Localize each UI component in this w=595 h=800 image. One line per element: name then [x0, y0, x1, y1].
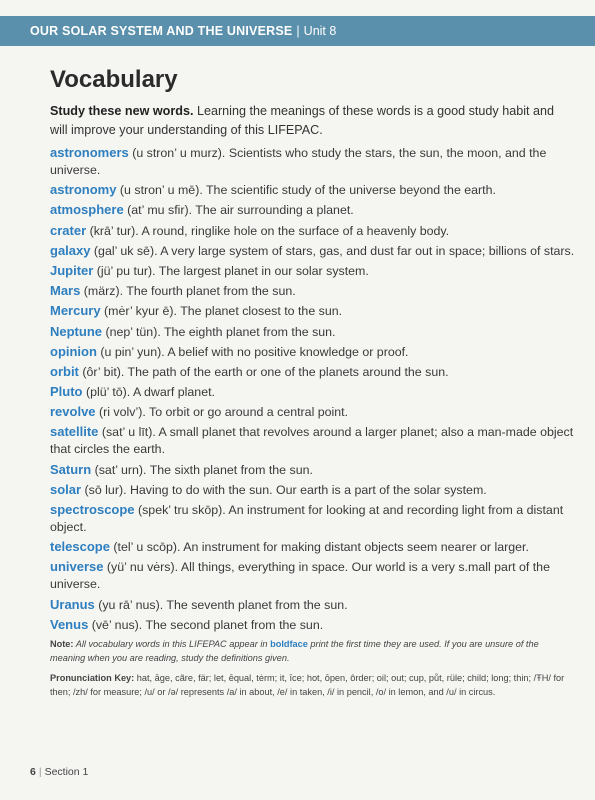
- vocab-entry: [50, 343, 575, 361]
- vocab-entry: [50, 363, 575, 381]
- unit-header-bar: [0, 16, 595, 46]
- vocab-term: Uranus: [50, 596, 95, 612]
- vocab-term: Venus: [50, 616, 89, 632]
- vocab-definition: (sō lur). Having to do with the sun. Our earth is a part of the solar system.: [81, 482, 487, 497]
- vocab-term: Mars: [50, 283, 81, 299]
- vocab-term: spectroscope: [50, 502, 135, 517]
- vocabulary-list: [50, 144, 575, 636]
- vocab-term: telescope: [50, 539, 110, 555]
- note-label: Note:: [50, 639, 74, 649]
- vocab-definition: (sat’ u līt). A small planet that revolves around a larger planet; also a man-made object that circles the earth.: [50, 425, 574, 457]
- header-title: OUR SOLAR SYSTEM AND THE UNIVERSE: [30, 24, 293, 38]
- vocab-entry: [50, 262, 575, 280]
- vocab-entry: [50, 423, 575, 458]
- vocab-term: Neptune: [50, 323, 102, 339]
- vocab-entry: [50, 222, 575, 240]
- vocab-term: opinion: [50, 343, 97, 359]
- vocab-definition: (tel’ u scōp). An instrument for making distant objects seem nearer or larger.: [109, 540, 529, 555]
- vocab-term: crater: [50, 222, 87, 238]
- intro-paragraph: [50, 102, 570, 140]
- intro-lead: Study these new words.: [50, 104, 194, 118]
- vocab-entry: [50, 596, 575, 614]
- note-boldface-word: boldface: [270, 639, 308, 649]
- vocab-term: astronomy: [50, 182, 117, 198]
- vocab-term: revolve: [50, 404, 96, 420]
- vocab-term: satellite: [50, 424, 99, 440]
- page-footer: [30, 766, 88, 778]
- vocab-definition: (u pin’ yun). A belief with no positive knowledge or proof.: [96, 344, 409, 359]
- vocab-definition: (jü’ pu tur). The largest planet in our solar system.: [93, 263, 369, 278]
- vocab-definition: (mėr’ kyur ē). The planet closest to the sun.: [100, 304, 343, 319]
- note-text-before: All vocabulary words in this LIFEPAC appear in: [73, 639, 271, 649]
- vocab-entry: [50, 616, 575, 634]
- vocab-definition: (krā’ tur). A round, ringlike hole on the surface of a heavenly body.: [86, 223, 450, 238]
- vocab-definition: (sat’ urn). The sixth planet from the sun.: [91, 462, 313, 477]
- vocab-definition: (yu rā’ nus). The seventh planet from the sun.: [94, 597, 348, 612]
- header-separator: |: [296, 24, 300, 38]
- vocab-entry: [50, 403, 575, 421]
- footer-section: Section 1: [44, 766, 89, 778]
- vocab-definition: (u stron’ u murz). Scientists who study the stars, the sun, the moon, and the universe.: [50, 146, 547, 177]
- note-paragraph: [50, 637, 570, 665]
- vocab-definition: (ôr’ bit). The path of the earth or one of the planets around the sun.: [78, 364, 449, 379]
- vocab-entry: [50, 558, 575, 593]
- intro-text: Learning the meanings of these words is a good study habit and will improve your understanding of this LIFEPAC.: [50, 104, 555, 137]
- header-unit: Unit 8: [303, 24, 337, 38]
- vocab-term: Saturn: [50, 461, 92, 477]
- vocab-term: Pluto: [50, 384, 83, 400]
- vocab-term: Jupiter: [50, 262, 94, 278]
- vocab-entry: [50, 383, 575, 401]
- vocab-definition: (u stron’ u mē). The scientific study of the universe beyond the earth.: [116, 183, 496, 198]
- vocab-definition: (nep’ tün). The eighth planet from the sun.: [102, 324, 336, 339]
- vocab-entry: [50, 144, 575, 179]
- footer-separator: |: [38, 766, 42, 778]
- vocab-term: orbit: [50, 363, 79, 379]
- vocab-definition: (märz). The fourth planet from the sun.: [80, 284, 296, 299]
- vocab-definition: (gal’ uk sē). A very large system of stars, gas, and dust far out in space; billions of stars.: [90, 243, 575, 258]
- note-text-after: print the first time they are used. If you are unsure of the meaning when you are reading, study the definitions given.: [50, 639, 539, 663]
- pronunciation-key: [50, 671, 570, 699]
- vocab-definition: (vē’ nus). The second planet from the sun.: [88, 617, 324, 632]
- vocab-term: universe: [50, 559, 104, 575]
- pronunciation-label: Pronunciation Key:: [50, 673, 135, 683]
- vocab-entry: [50, 282, 575, 300]
- vocab-term: solar: [50, 481, 82, 497]
- vocab-entry: [50, 538, 575, 556]
- vocab-definition: (yü’ nu vėrs). All things, everything in space. Our world is a very s.mall part of the universe.: [50, 560, 550, 592]
- vocab-entry: [50, 302, 575, 320]
- vocab-term: galaxy: [50, 242, 91, 258]
- vocab-term: Mercury: [50, 303, 101, 319]
- vocab-entry: [50, 181, 575, 199]
- page-number: 6: [30, 766, 36, 778]
- vocab-entry: [50, 461, 575, 479]
- vocab-entry: [50, 201, 575, 219]
- vocab-definition: (spek’ tru skōp). An instrument for looking at and recording light from a distant object.: [50, 503, 564, 534]
- vocab-definition: (at’ mu sfir). The air surrounding a planet.: [123, 203, 354, 218]
- vocab-term: astronomers: [50, 145, 129, 160]
- vocab-term: atmosphere: [50, 202, 124, 218]
- vocab-entry: [50, 501, 575, 536]
- vocab-entry: [50, 481, 575, 499]
- vocab-entry: [50, 323, 575, 341]
- vocab-entry: [50, 242, 575, 260]
- pronunciation-text: hat, āge, cãre, fär; let, ēqual, tėrm; it, īce; hot, ōpen, ôrder; oil; out; cup, půt, rüle; child; long; thin; /ŦH/ for then; /zh/ for measure; /u/ or /ə/ represents /a/ in about, /e/ in taken, /i/ in pencil, /o/ in lemon, and /u/ in circus.: [50, 673, 565, 697]
- vocab-definition: (ri volv’). To orbit or go around a central point.: [95, 405, 349, 420]
- page-heading: Vocabulary: [50, 66, 178, 93]
- vocab-definition: (plü’ tō). A dwarf planet.: [82, 385, 215, 400]
